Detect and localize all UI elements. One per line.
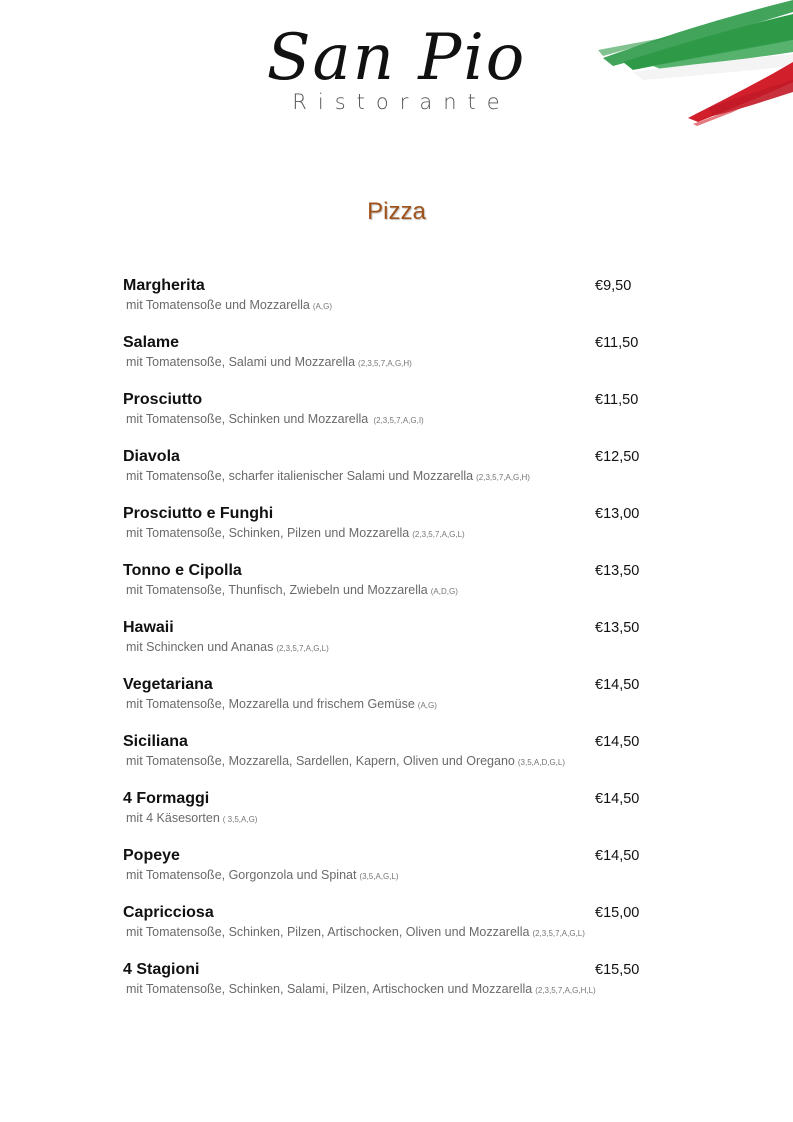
menu-item [122, 789, 682, 846]
menu-item [122, 732, 682, 789]
item-description-text: mit Tomatensoße, Thunfisch, Zwiebeln und Mozzarella [126, 583, 428, 597]
item-price: €15,00 [595, 905, 640, 921]
item-allergens: (2,3,5,7,A,G,L) [532, 929, 585, 938]
item-price: €14,50 [595, 791, 640, 807]
item-allergens: (2,3,5,7,A,G,H,L) [535, 986, 596, 995]
item-description [122, 582, 682, 600]
item-price: €13,00 [595, 506, 640, 522]
item-price: €14,50 [595, 848, 640, 864]
item-allergens: (2,3,5,7,A,G,L) [412, 530, 465, 539]
item-description [122, 753, 682, 771]
item-allergens: (2,3,5,7,A,G,H) [476, 473, 530, 482]
item-price: €12,50 [595, 449, 640, 465]
item-name: Hawaii [123, 619, 174, 636]
item-price: €13,50 [595, 620, 640, 636]
menu-item [122, 333, 682, 390]
item-price: €11,50 [595, 335, 639, 351]
item-allergens: (A,G) [312, 302, 332, 311]
item-price: €14,50 [595, 734, 640, 750]
item-description [122, 411, 682, 429]
item-description [122, 639, 682, 657]
item-description-text: mit Tomatensoße, Mozzarella, Sardellen, Kapern, Oliven und Oregano [126, 754, 515, 768]
menu-item [122, 276, 682, 333]
item-name: Popeye [123, 847, 180, 864]
item-description [122, 354, 682, 372]
menu-list [122, 276, 682, 1017]
item-allergens: (2,3,5,7,A,G,H) [358, 359, 412, 368]
item-description-text: mit Schincken und Ananas [126, 640, 274, 654]
item-description-text: mit Tomatensoße, Schinken und Mozzarella [126, 412, 369, 426]
item-description [122, 525, 682, 543]
item-allergens: ( 3,5,A,G) [222, 815, 258, 824]
menu-item [122, 447, 682, 504]
item-name: Margherita [123, 277, 205, 294]
item-allergens: (2,3,5,7,A,G,L) [276, 644, 329, 653]
item-description-text: mit Tomatensoße, Mozzarella und frischem Gemüse [126, 697, 415, 711]
item-price: €13,50 [595, 563, 640, 579]
item-description [122, 468, 682, 486]
menu-item [122, 846, 682, 903]
item-price: €14,50 [595, 677, 640, 693]
item-description-text: mit Tomatensoße, Schinken, Pilzen und Mozzarella [126, 526, 410, 540]
logo-subtitle: Ristorante [292, 90, 511, 114]
item-price: €9,50 [595, 278, 632, 294]
item-name: 4 Stagioni [123, 961, 200, 978]
item-allergens: (A,D,G) [430, 587, 458, 596]
item-description-text: mit Tomatensoße und Mozzarella [126, 298, 310, 312]
item-description [122, 924, 682, 942]
item-description-text: mit Tomatensoße, Gorgonzola und Spinat [126, 868, 357, 882]
menu-item [122, 903, 682, 960]
menu-item [122, 618, 682, 675]
item-description [122, 696, 682, 714]
item-description [122, 867, 682, 885]
item-description-text: mit Tomatensoße, Schinken, Pilzen, Artischocken, Oliven und Mozzarella [126, 925, 530, 939]
item-description [122, 297, 682, 315]
item-description [122, 810, 682, 828]
item-allergens: (3,5,A,D,G,L) [517, 758, 565, 767]
item-allergens: (A,G) [417, 701, 437, 710]
menu-item [122, 390, 682, 447]
menu-item [122, 675, 682, 732]
menu-item [122, 561, 682, 618]
item-description [122, 981, 682, 999]
menu-item [122, 960, 682, 1017]
item-price: €11,50 [595, 392, 639, 408]
menu-item [122, 504, 682, 561]
item-name: 4 Formaggi [123, 790, 210, 807]
item-name: Salame [123, 334, 180, 351]
logo-name: San Pio [266, 21, 527, 95]
item-allergens: (2,3,5,7,A,G,I) [371, 416, 424, 425]
section-title: Pizza [367, 198, 426, 225]
item-name: Siciliana [123, 733, 188, 750]
item-description-text: mit Tomatensoße, Salami und Mozzarella [126, 355, 356, 369]
item-description-text: mit Tomatensoße, Schinken, Salami, Pilzen, Artischocken und Mozzarella [126, 982, 533, 996]
item-name: Tonno e Cipolla [123, 562, 242, 579]
item-name: Vegetariana [123, 676, 213, 693]
item-description-text: mit 4 Käsesorten [126, 811, 220, 825]
item-name: Prosciutto e Funghi [123, 505, 274, 522]
item-description-text: mit Tomatensoße, scharfer italienischer Salami und Mozzarella [126, 469, 474, 483]
item-allergens: (3,5,A,G,L) [359, 872, 399, 881]
item-name: Prosciutto [123, 391, 203, 408]
item-price: €15,50 [595, 962, 640, 978]
item-name: Diavola [123, 448, 180, 465]
item-name: Capricciosa [123, 904, 214, 921]
restaurant-logo [0, 22, 793, 114]
